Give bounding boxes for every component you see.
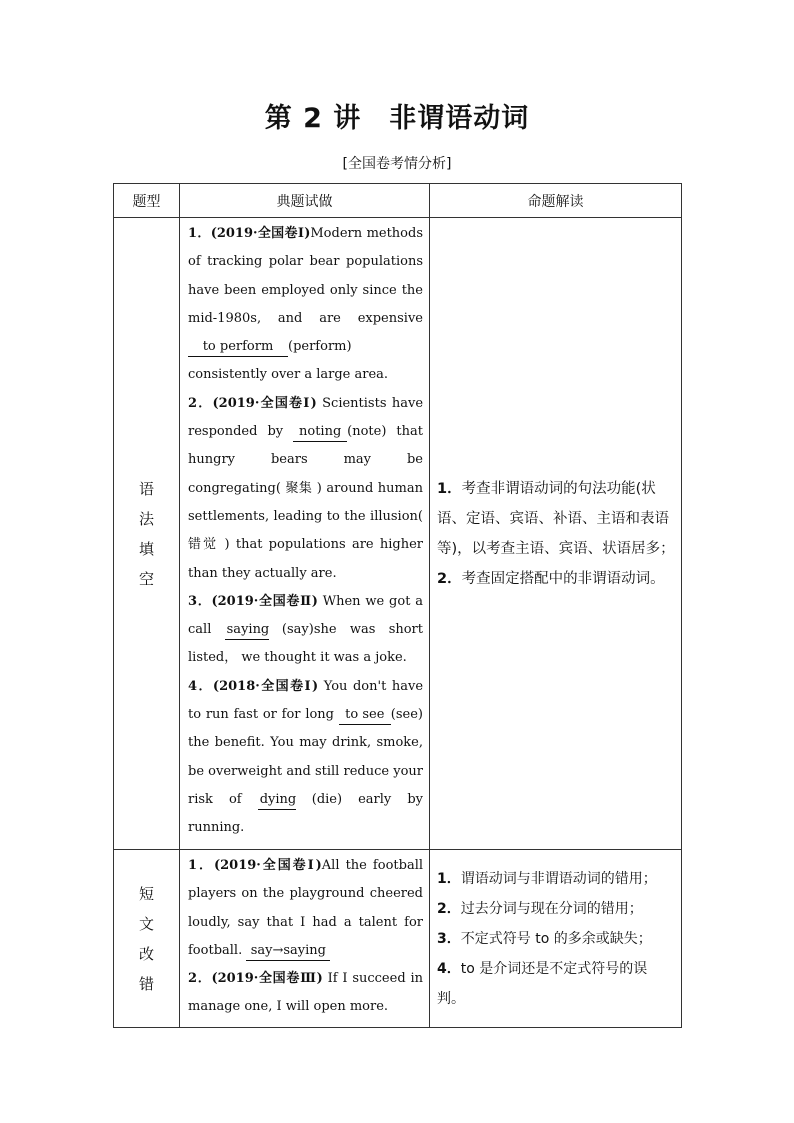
question-source: (2019·全国卷Ⅲ): [211, 971, 323, 987]
question-type-cell: [114, 218, 180, 850]
analysis-text: 不定式符号 to 的多余或缺失；: [460, 930, 652, 947]
question-number: 4．: [188, 678, 213, 694]
question-source: (2019·全国卷Ⅱ): [211, 593, 318, 609]
header-question-type: 题型: [114, 184, 180, 218]
type-char: 空: [138, 569, 154, 588]
questions-cell: [180, 850, 430, 1028]
page-title: [0, 96, 794, 135]
analysis-number: 1．: [437, 480, 462, 497]
analysis-number: 2．: [437, 900, 461, 917]
question-source: (2019·全国卷Ⅰ): [213, 858, 322, 873]
analysis-item: [437, 954, 675, 1014]
analysis-number: 4．: [437, 960, 461, 977]
analysis-item: [437, 474, 675, 564]
question-text: When we got a call: [188, 593, 423, 638]
header-analysis: 命题解读: [430, 184, 682, 218]
analysis-item: [437, 894, 675, 924]
question-type-cell: [114, 850, 180, 1028]
question-number: 2．: [188, 971, 212, 987]
answer-blank: saying: [225, 621, 269, 640]
question-text: All the football players on the playground cheered loudly, say that I had a talent for football.: [188, 858, 424, 958]
type-char: 文: [138, 914, 154, 933]
question-item: [188, 220, 423, 390]
analysis-cell: [430, 218, 682, 850]
lecture-topic: 非谓语动词: [389, 103, 530, 134]
analysis-text: to 是介词还是不定式符号的误判。: [437, 960, 648, 1007]
question-number: 1．: [188, 226, 211, 241]
exam-analysis-table: [113, 183, 682, 1028]
question-number: 2．: [188, 395, 213, 411]
question-item: [188, 852, 423, 965]
table-row: [114, 850, 682, 1028]
question-text: (say)she was short listed， we thought it was a joke.: [188, 622, 423, 666]
analysis-number: 3．: [437, 930, 461, 947]
header-sample-questions: 典题试做: [180, 184, 430, 218]
type-char: 填: [138, 539, 154, 558]
question-source: (2018·全国卷Ⅰ): [212, 678, 319, 694]
question-item: [188, 673, 423, 843]
type-char: 改: [138, 944, 154, 963]
question-text: Modern methods of tracking polar bear populations have been employed only since the mid-1980s, and are expensive: [188, 226, 424, 326]
type-char: 语: [138, 479, 154, 498]
question-text: (die) early by running.: [188, 791, 424, 836]
question-text: You don't have to run fast or for long: [188, 678, 424, 723]
analysis-item: [437, 564, 675, 594]
question-item: [188, 390, 423, 588]
question-text: (see) the benefit. You may drink, smoke, be overweight and still reduce your risk of: [188, 707, 423, 807]
answer-blank: dying: [258, 791, 296, 810]
question-source: (2019·全国卷Ⅰ): [212, 395, 317, 411]
question-text: (perform) consistently over a large area.: [188, 339, 389, 383]
analysis-number: 2．: [437, 570, 462, 587]
question-text: Scientists have responded by: [188, 395, 424, 440]
analysis-text: 过去分词与现在分词的错用；: [460, 900, 643, 917]
question-text: If I succeed in manage one, I will open more.: [188, 971, 423, 1015]
table-row: [114, 218, 682, 850]
type-char: 错: [138, 974, 154, 993]
type-char: 短: [138, 884, 154, 903]
type-char: 法: [138, 509, 154, 528]
answer-blank: to perform: [188, 338, 288, 357]
question-text: (note) that hungry bears may be congregating( 聚集 ) around human settlements, leading to the illusion( 错觉 ) that populations are higher than they actually are.: [188, 424, 423, 581]
analysis-text: 谓语动词与非谓语动词的错用；: [460, 870, 657, 887]
questions-cell: [180, 218, 430, 850]
section-subtitle: [全国卷考情分析]: [342, 156, 452, 172]
question-number: 1．: [188, 858, 214, 873]
answer-blank: to see: [339, 706, 391, 725]
lecture-number: 第 2 讲: [264, 103, 362, 134]
question-source: (2019·全国卷Ⅰ): [210, 226, 311, 241]
analysis-text: 考查固定搭配中的非谓语动词。: [461, 570, 665, 587]
analysis-cell: [430, 850, 682, 1028]
question-number: 3．: [188, 593, 212, 609]
analysis-text: 考查非谓语动词的句法功能(状语、定语、宾语、补语、主语和表语等)，以考查主语、宾语、状语居多；: [437, 480, 675, 557]
answer-blank: say→saying: [246, 942, 330, 961]
analysis-item: [437, 924, 675, 954]
analysis-item: [437, 864, 675, 894]
question-item: [188, 965, 423, 1022]
analysis-number: 1．: [437, 870, 461, 887]
question-item: [188, 588, 423, 673]
table-header-row: [114, 184, 682, 218]
answer-blank: noting: [293, 423, 347, 442]
